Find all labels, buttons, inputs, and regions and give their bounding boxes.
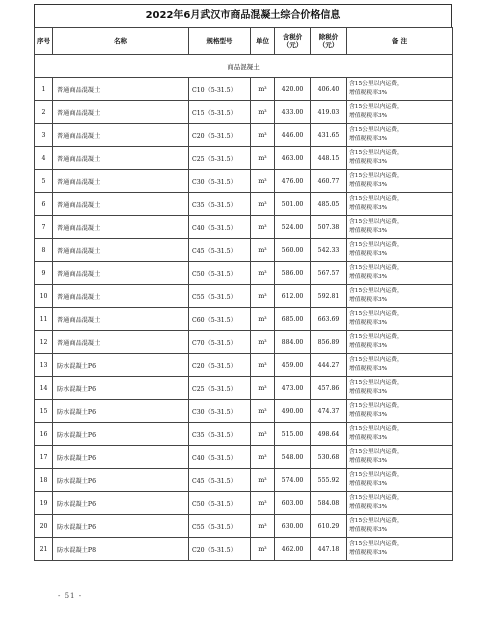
row-note	[347, 400, 453, 423]
row-name: 防水混凝土P6	[53, 469, 189, 492]
row-tax-exclusive-price: 498.64	[311, 423, 347, 446]
row-tax-inclusive-price: 420.00	[275, 78, 311, 101]
row-spec: C45（5-31.5）	[189, 469, 251, 492]
row-name: 普通商品混凝土	[53, 147, 189, 170]
row-tax-inclusive-price: 560.00	[275, 239, 311, 262]
row-tax-inclusive-price: 586.00	[275, 262, 311, 285]
row-name: 防水混凝土P6	[53, 446, 189, 469]
row-spec: C50（5-31.5）	[189, 492, 251, 515]
row-number: 11	[35, 308, 53, 331]
row-note-line2: 增值税税率3%	[349, 90, 388, 96]
row-tax-inclusive-price: 490.00	[275, 400, 311, 423]
table-row	[35, 469, 453, 492]
row-note-line2: 增值税税率3%	[349, 228, 388, 234]
row-name: 普通商品混凝土	[53, 124, 189, 147]
row-spec: C35（5-31.5）	[189, 193, 251, 216]
row-note	[347, 170, 453, 193]
row-tax-inclusive-price: 630.00	[275, 515, 311, 538]
row-tax-exclusive-price: 856.89	[311, 331, 347, 354]
category-row	[35, 55, 453, 78]
row-name: 普通商品混凝土	[53, 193, 189, 216]
row-note-line1: 含15公里以内运费，	[349, 196, 403, 202]
row-spec: C25（5-31.5）	[189, 147, 251, 170]
row-spec: C50（5-31.5）	[189, 262, 251, 285]
header-no: 序号	[35, 28, 53, 55]
row-name: 普通商品混凝土	[53, 216, 189, 239]
row-unit: m³	[251, 147, 275, 170]
row-spec: C30（5-31.5）	[189, 400, 251, 423]
row-name: 普通商品混凝土	[53, 331, 189, 354]
row-number: 3	[35, 124, 53, 147]
row-name: 防水混凝土P6	[53, 400, 189, 423]
row-note-line2: 增值税税率3%	[349, 251, 388, 257]
row-name: 普通商品混凝土	[53, 308, 189, 331]
row-tax-inclusive-price: 462.00	[275, 538, 311, 561]
row-note-line1: 含15公里以内运费，	[349, 357, 403, 363]
row-note-line1: 含15公里以内运费，	[349, 265, 403, 271]
row-spec: C40（5-31.5）	[189, 216, 251, 239]
row-number: 20	[35, 515, 53, 538]
row-spec: C30（5-31.5）	[189, 170, 251, 193]
row-note-line1: 含15公里以内运费，	[349, 242, 403, 248]
row-tax-exclusive-price: 447.18	[311, 538, 347, 561]
row-spec: C60（5-31.5）	[189, 308, 251, 331]
row-note	[347, 101, 453, 124]
row-note-line2: 增值税税率3%	[349, 343, 388, 349]
table-row	[35, 170, 453, 193]
row-unit: m³	[251, 423, 275, 446]
row-unit: m³	[251, 101, 275, 124]
row-unit: m³	[251, 515, 275, 538]
row-note	[347, 147, 453, 170]
row-tax-inclusive-price: 884.00	[275, 331, 311, 354]
row-unit: m³	[251, 331, 275, 354]
row-tax-exclusive-price: 444.27	[311, 354, 347, 377]
row-number: 12	[35, 331, 53, 354]
row-unit: m³	[251, 538, 275, 561]
row-note-line2: 增值税税率3%	[349, 297, 388, 303]
row-unit: m³	[251, 239, 275, 262]
table-row	[35, 101, 453, 124]
row-tax-inclusive-price: 685.00	[275, 308, 311, 331]
header-unit: 单位	[251, 28, 275, 55]
table-title: 2022年6月武汉市商品混凝土综合价格信息	[34, 4, 452, 27]
row-tax-inclusive-price: 446.00	[275, 124, 311, 147]
row-note-line1: 含15公里以内运费，	[349, 403, 403, 409]
row-unit: m³	[251, 469, 275, 492]
row-tax-exclusive-price: 460.77	[311, 170, 347, 193]
row-name: 防水混凝土P6	[53, 377, 189, 400]
row-spec: C40（5-31.5）	[189, 446, 251, 469]
row-name: 普通商品混凝土	[53, 262, 189, 285]
row-note-line2: 增值税税率3%	[349, 389, 388, 395]
row-number: 13	[35, 354, 53, 377]
row-tax-inclusive-price: 612.00	[275, 285, 311, 308]
row-note-line2: 增值税税率3%	[349, 481, 388, 487]
row-unit: m³	[251, 400, 275, 423]
row-number: 2	[35, 101, 53, 124]
row-number: 21	[35, 538, 53, 561]
row-note-line1: 含15公里以内运费，	[349, 311, 403, 317]
row-spec: C35（5-31.5）	[189, 423, 251, 446]
row-note-line1: 含15公里以内运费，	[349, 380, 403, 386]
row-note-line1: 含15公里以内运费，	[349, 541, 403, 547]
row-tax-exclusive-price: 419.03	[311, 101, 347, 124]
row-number: 5	[35, 170, 53, 193]
header-tax-exclusive: 除税价 （元）	[311, 28, 347, 55]
table-row	[35, 193, 453, 216]
row-note-line2: 增值税税率3%	[349, 113, 388, 119]
row-spec: C20（5-31.5）	[189, 538, 251, 561]
header-name: 名称	[53, 28, 189, 55]
table-row	[35, 515, 453, 538]
row-note	[347, 124, 453, 147]
row-note-line2: 增值税税率3%	[349, 205, 388, 211]
row-tax-inclusive-price: 476.00	[275, 170, 311, 193]
category-label: 商品混凝土	[35, 55, 453, 78]
table-row	[35, 377, 453, 400]
row-note-line1: 含15公里以内运费，	[349, 495, 403, 501]
row-note-line2: 增值税税率3%	[349, 504, 388, 510]
row-tax-exclusive-price: 507.38	[311, 216, 347, 239]
table-row	[35, 147, 453, 170]
row-tax-exclusive-price: 542.33	[311, 239, 347, 262]
row-name: 防水混凝土P6	[53, 492, 189, 515]
row-spec: C55（5-31.5）	[189, 285, 251, 308]
price-table-sheet	[34, 4, 452, 561]
row-unit: m³	[251, 216, 275, 239]
row-name: 普通商品混凝土	[53, 78, 189, 101]
row-note	[347, 423, 453, 446]
row-tax-inclusive-price: 459.00	[275, 354, 311, 377]
row-tax-exclusive-price: 555.92	[311, 469, 347, 492]
row-spec: C20（5-31.5）	[189, 124, 251, 147]
row-note-line2: 增值税税率3%	[349, 458, 388, 464]
row-note-line1: 含15公里以内运费，	[349, 449, 403, 455]
row-number: 17	[35, 446, 53, 469]
row-number: 15	[35, 400, 53, 423]
row-tax-exclusive-price: 530.68	[311, 446, 347, 469]
row-tax-inclusive-price: 548.00	[275, 446, 311, 469]
row-note-line1: 含15公里以内运费，	[349, 288, 403, 294]
row-tax-exclusive-price: 406.40	[311, 78, 347, 101]
table-row	[35, 354, 453, 377]
row-name: 普通商品混凝土	[53, 101, 189, 124]
row-note-line1: 含15公里以内运费，	[349, 127, 403, 133]
row-unit: m³	[251, 492, 275, 515]
table-row	[35, 446, 453, 469]
page-number: - 51 -	[58, 592, 83, 600]
table-row	[35, 239, 453, 262]
row-unit: m³	[251, 124, 275, 147]
row-note-line1: 含15公里以内运费，	[349, 173, 403, 179]
row-note	[347, 492, 453, 515]
row-tax-exclusive-price: 474.37	[311, 400, 347, 423]
table-row	[35, 400, 453, 423]
row-note	[347, 239, 453, 262]
row-spec: C55（5-31.5）	[189, 515, 251, 538]
row-tax-inclusive-price: 515.00	[275, 423, 311, 446]
row-spec: C70（5-31.5）	[189, 331, 251, 354]
row-note-line2: 增值税税率3%	[349, 159, 388, 165]
row-tax-exclusive-price: 584.08	[311, 492, 347, 515]
row-number: 10	[35, 285, 53, 308]
row-number: 8	[35, 239, 53, 262]
row-note-line2: 增值税税率3%	[349, 527, 388, 533]
row-number: 18	[35, 469, 53, 492]
row-note	[347, 308, 453, 331]
row-tax-inclusive-price: 463.00	[275, 147, 311, 170]
row-spec: C25（5-31.5）	[189, 377, 251, 400]
row-note	[347, 515, 453, 538]
row-spec: C45（5-31.5）	[189, 239, 251, 262]
row-unit: m³	[251, 308, 275, 331]
row-unit: m³	[251, 285, 275, 308]
row-tax-exclusive-price: 567.57	[311, 262, 347, 285]
table-row	[35, 78, 453, 101]
row-tax-exclusive-price: 448.15	[311, 147, 347, 170]
row-tax-exclusive-price: 610.29	[311, 515, 347, 538]
row-unit: m³	[251, 446, 275, 469]
row-unit: m³	[251, 193, 275, 216]
table-row	[35, 285, 453, 308]
row-note-line1: 含15公里以内运费，	[349, 150, 403, 156]
row-tax-exclusive-price: 592.81	[311, 285, 347, 308]
table-row	[35, 492, 453, 515]
row-note-line2: 增值税税率3%	[349, 366, 388, 372]
table-row	[35, 331, 453, 354]
header-tax-inclusive: 含税价 （元）	[275, 28, 311, 55]
table-row	[35, 124, 453, 147]
row-name: 防水混凝土P8	[53, 538, 189, 561]
table-row	[35, 262, 453, 285]
row-name: 普通商品混凝土	[53, 170, 189, 193]
row-note-line2: 增值税税率3%	[349, 274, 388, 280]
row-note	[347, 377, 453, 400]
row-number: 16	[35, 423, 53, 446]
row-tax-inclusive-price: 473.00	[275, 377, 311, 400]
row-tax-inclusive-price: 574.00	[275, 469, 311, 492]
row-name: 普通商品混凝土	[53, 239, 189, 262]
row-note-line2: 增值税税率3%	[349, 550, 388, 556]
row-number: 1	[35, 78, 53, 101]
row-note	[347, 78, 453, 101]
row-unit: m³	[251, 170, 275, 193]
row-note-line1: 含15公里以内运费，	[349, 81, 403, 87]
row-note	[347, 216, 453, 239]
row-tax-exclusive-price: 431.65	[311, 124, 347, 147]
header-spec: 规格型号	[189, 28, 251, 55]
header-row	[35, 28, 453, 55]
table-row	[35, 216, 453, 239]
row-name: 防水混凝土P6	[53, 515, 189, 538]
row-note	[347, 285, 453, 308]
row-number: 9	[35, 262, 53, 285]
table-row	[35, 308, 453, 331]
row-note	[347, 354, 453, 377]
row-note-line1: 含15公里以内运费，	[349, 219, 403, 225]
row-name: 防水混凝土P6	[53, 354, 189, 377]
row-note	[347, 331, 453, 354]
table-row	[35, 538, 453, 561]
row-number: 6	[35, 193, 53, 216]
header-note: 备 注	[347, 28, 453, 55]
row-note-line1: 含15公里以内运费，	[349, 518, 403, 524]
row-note	[347, 193, 453, 216]
row-number: 14	[35, 377, 53, 400]
row-spec: C20（5-31.5）	[189, 354, 251, 377]
row-note-line2: 增值税税率3%	[349, 412, 388, 418]
row-note	[347, 446, 453, 469]
row-tax-exclusive-price: 485.05	[311, 193, 347, 216]
price-table	[34, 27, 453, 561]
row-tax-inclusive-price: 501.00	[275, 193, 311, 216]
row-unit: m³	[251, 262, 275, 285]
row-spec: C10（5-31.5）	[189, 78, 251, 101]
row-note-line2: 增值税税率3%	[349, 435, 388, 441]
row-number: 7	[35, 216, 53, 239]
row-note-line1: 含15公里以内运费，	[349, 104, 403, 110]
row-note	[347, 538, 453, 561]
row-name: 普通商品混凝土	[53, 285, 189, 308]
row-note-line1: 含15公里以内运费，	[349, 426, 403, 432]
row-note	[347, 262, 453, 285]
row-tax-exclusive-price: 457.86	[311, 377, 347, 400]
row-name: 防水混凝土P6	[53, 423, 189, 446]
row-tax-inclusive-price: 433.00	[275, 101, 311, 124]
row-note	[347, 469, 453, 492]
row-spec: C15（5-31.5）	[189, 101, 251, 124]
row-note-line2: 增值税税率3%	[349, 182, 388, 188]
row-number: 19	[35, 492, 53, 515]
row-note-line1: 含15公里以内运费，	[349, 334, 403, 340]
row-tax-exclusive-price: 663.69	[311, 308, 347, 331]
row-tax-inclusive-price: 524.00	[275, 216, 311, 239]
row-unit: m³	[251, 78, 275, 101]
row-note-line2: 增值税税率3%	[349, 320, 388, 326]
row-tax-inclusive-price: 603.00	[275, 492, 311, 515]
row-note-line1: 含15公里以内运费，	[349, 472, 403, 478]
table-row	[35, 423, 453, 446]
row-note-line2: 增值税税率3%	[349, 136, 388, 142]
row-unit: m³	[251, 354, 275, 377]
row-unit: m³	[251, 377, 275, 400]
row-number: 4	[35, 147, 53, 170]
